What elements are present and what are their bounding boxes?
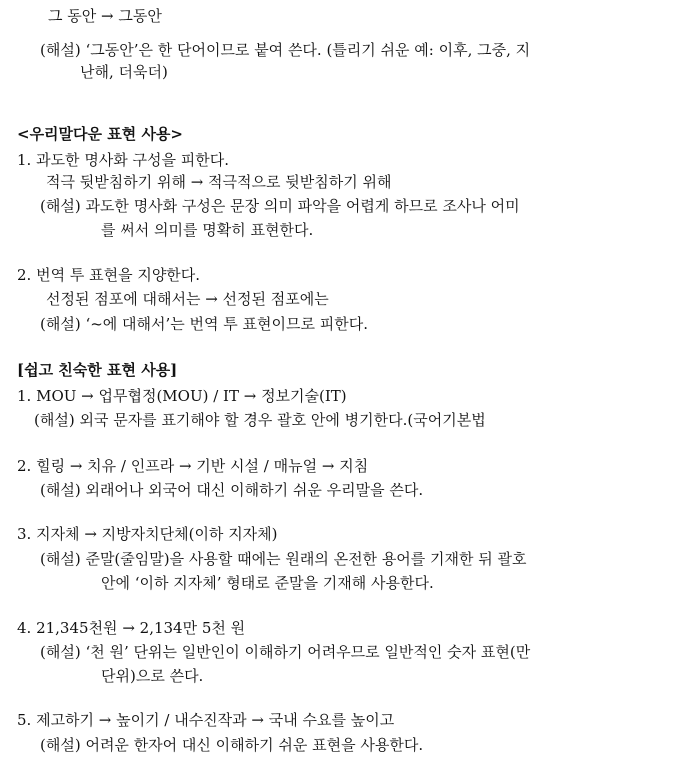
easy-item-4-note-line-2: 단위)으로 쓴다. xyxy=(101,667,204,685)
easy-item-4-note-line-1: (해설) ‘천 원’ 단위는 일반인이 이해하기 어려우므로 일반적인 숫자 표현(만 xyxy=(40,643,531,661)
native-item-1-note-line-2: 를 써서 의미를 명확히 표현한다. xyxy=(101,221,314,239)
easy-item-3-title: 3. 지자체 → 지방자치단체(이하 지자체) xyxy=(17,525,278,543)
easy-item-1-note-line-1: (해설) 외국 문자를 표기해야 할 경우 괄호 안에 병기한다.(국어기본법 xyxy=(34,411,486,429)
native-item-2-title: 2. 번역 투 표현을 지양한다. xyxy=(17,266,201,284)
native-item-2-note-line-1: (해설) ‘~에 대해서’는 번역 투 표현이므로 피한다. xyxy=(40,315,369,333)
section-heading-easy-expression: [쉽고 친숙한 표현 사용] xyxy=(17,361,178,379)
native-item-1-note-line-1: (해설) 과도한 명사화 구성은 문장 의미 파악을 어렵게 하므로 조사나 어미 xyxy=(40,197,520,215)
easy-item-5-title: 5. 제고하기 → 높이기 / 내수진작과 → 국내 수요를 높이고 xyxy=(17,711,395,729)
easy-item-3-note-line-1: (해설) 준말(줄임말)을 사용할 때에는 원래의 온전한 용어를 기재한 뒤 괄호 xyxy=(40,550,527,568)
easy-item-3-note-line-2: 안에 ‘이하 지자체’ 형태로 준말을 기재해 사용한다. xyxy=(101,574,434,592)
easy-item-4-title: 4. 21,345천원 → 2,134만 5천 원 xyxy=(17,619,246,637)
easy-item-5-note-line-1: (해설) 어려운 한자어 대신 이해하기 쉬운 표현을 사용한다. xyxy=(40,736,424,754)
section-heading-native-expression: <우리말다운 표현 사용> xyxy=(17,125,183,143)
intro-example: 그 동안 → 그동안 xyxy=(48,7,162,25)
easy-item-1-title: 1. MOU → 업무협정(MOU) / IT → 정보기술(IT) xyxy=(17,387,347,405)
native-item-1-example: 적극 뒷받침하기 위해 → 적극적으로 뒷받침하기 위해 xyxy=(46,173,392,191)
easy-item-2-title: 2. 힐링 → 치유 / 인프라 → 기반 시설 / 매뉴얼 → 지침 xyxy=(17,457,369,475)
native-item-1-title: 1. 과도한 명사화 구성을 피한다. xyxy=(17,151,230,169)
native-item-2-example: 선정된 점포에 대해서는 → 선정된 점포에는 xyxy=(46,290,329,308)
intro-note-line-1: (해설) ‘그동안’은 한 단어이므로 붙여 쓴다. (틀리기 쉬운 예: 이후, 그중, 지 xyxy=(40,41,531,59)
intro-note-line-2: 난해, 더욱더) xyxy=(80,63,168,81)
easy-item-2-note-line-1: (해설) 외래어나 외국어 대신 이해하기 쉬운 우리말을 쓴다. xyxy=(40,481,424,499)
